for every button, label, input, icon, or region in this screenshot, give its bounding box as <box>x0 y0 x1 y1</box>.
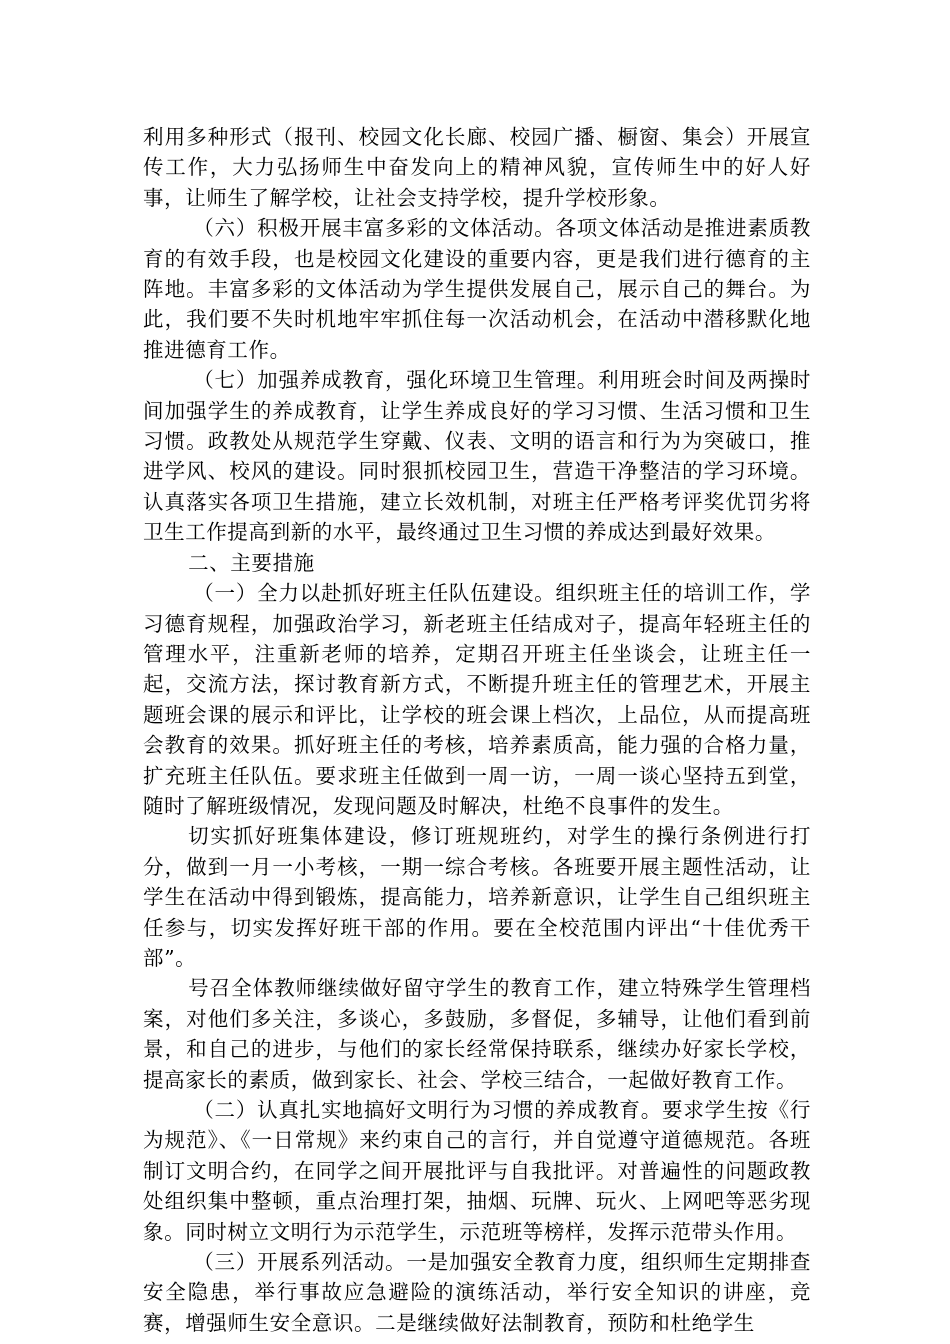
paragraph-item-1-head-teachers: （一）全力以赴抓好班主任队伍建设。组织班主任的培训工作，学习德育规程，加强政治学习，新老班主任结成对子，提高年轻班主任的管理水平，注重新老师的培养，定期召开班主任坐谈会，让班主任一起，交流方法，探讨教育新方式，不断提升班主任的管理艺术，开展主题班会课的展示和评比，让学校的班会课上档次，上品位，从而提高班会教育的效果。抓好班主任的考核，培养素质高，能力强的合格力量，扩充班主任队伍。要求班主任做到一周一访，一周一谈心坚持五到堂，随时了解班级情况，发现问题及时解决，杜绝不良事件的发生。 <box>143 581 811 818</box>
paragraph-item-3-series-activities: （三）开展系列活动。一是加强安全教育力度，组织师生定期排查安全隐患，举行事故应急避险的演练活动，举行安全知识的讲座，竞赛，增强师生安全意识。二是继续做好法制教育，预防和杜绝学生 <box>143 1250 811 1335</box>
paragraph-class-building: 切实抓好班集体建设，修订班规班约，对学生的操行条例进行打分，做到一月一小考核，一期一综合考核。各班要开展主题性活动，让学生在活动中得到锻炼，提高能力，培养新意识，让学生自己组织班主任参与，切实发挥好班干部的作用。要在全校范围内评出“十佳优秀干部”。 <box>143 824 811 970</box>
paragraph-item-2-civilized-behavior: （二）认真扎实地搞好文明行为习惯的养成教育。要求学生按《行为规范》、《一日常规》来约束自己的言行，并自觉遵守道德规范。各班制订文明合约，在同学之间开展批评与自我批评。对普遍性的问题政教处组织集中整顿，重点治理打架，抽烟、玩牌、玩火、上网吧等恶劣现象。同时树立文明行为示范学生，示范班等榜样，发挥示范带头作用。 <box>143 1098 811 1244</box>
paragraph-item-7-habit-education: （七）加强养成教育，强化环境卫生管理。利用班会时间及两操时间加强学生的养成教育，让学生养成良好的学习习惯、生活习惯和卫生习惯。政教处从规范学生穿戴、仪表、文明的语言和行为为突破口，推进学风、校风的建设。同时狠抓校园卫生，营造干净整洁的学习环境。认真落实各项卫生措施，建立长效机制，对班主任严格考评奖优罚劣将卫生工作提高到新的水平，最终通过卫生习惯的养成达到最好效果。 <box>143 368 811 545</box>
paragraph-left-behind-students: 号召全体教师继续做好留守学生的教育工作，建立特殊学生管理档案，对他们多关注，多谈心，多鼓励，多督促，多辅导，让他们看到前景，和自己的进步，与他们的家长经常保持联系，继续办好家长学校，提高家长的素质，做到家长、社会、学校三结合，一起做好教育工作。 <box>143 976 811 1092</box>
paragraph-publicity-continued: 利用多种形式（报刊、校园文化长廊、校园广播、橱窗、集会）开展宣传工作，大力弘扬师生中奋发向上的精神风貌，宣传师生中的好人好事，让师生了解学校，让社会支持学校，提升学校形象。 <box>143 125 811 210</box>
paragraph-item-6-cultural-activities: （六）积极开展丰富多彩的文体活动。各项文体活动是推进素质教育的有效手段，也是校园文化建设的重要内容，更是我们进行德育的主阵地。丰富多彩的文体活动为学生提供发展自己，展示自己的舞台。为此，我们要不失时机地牢牢抓住每一次活动机会，在活动中潜移默化地推进德育工作。 <box>143 216 811 362</box>
document-body <box>143 122 811 1338</box>
section-heading-main-measures: 二、主要措施 <box>188 550 315 575</box>
